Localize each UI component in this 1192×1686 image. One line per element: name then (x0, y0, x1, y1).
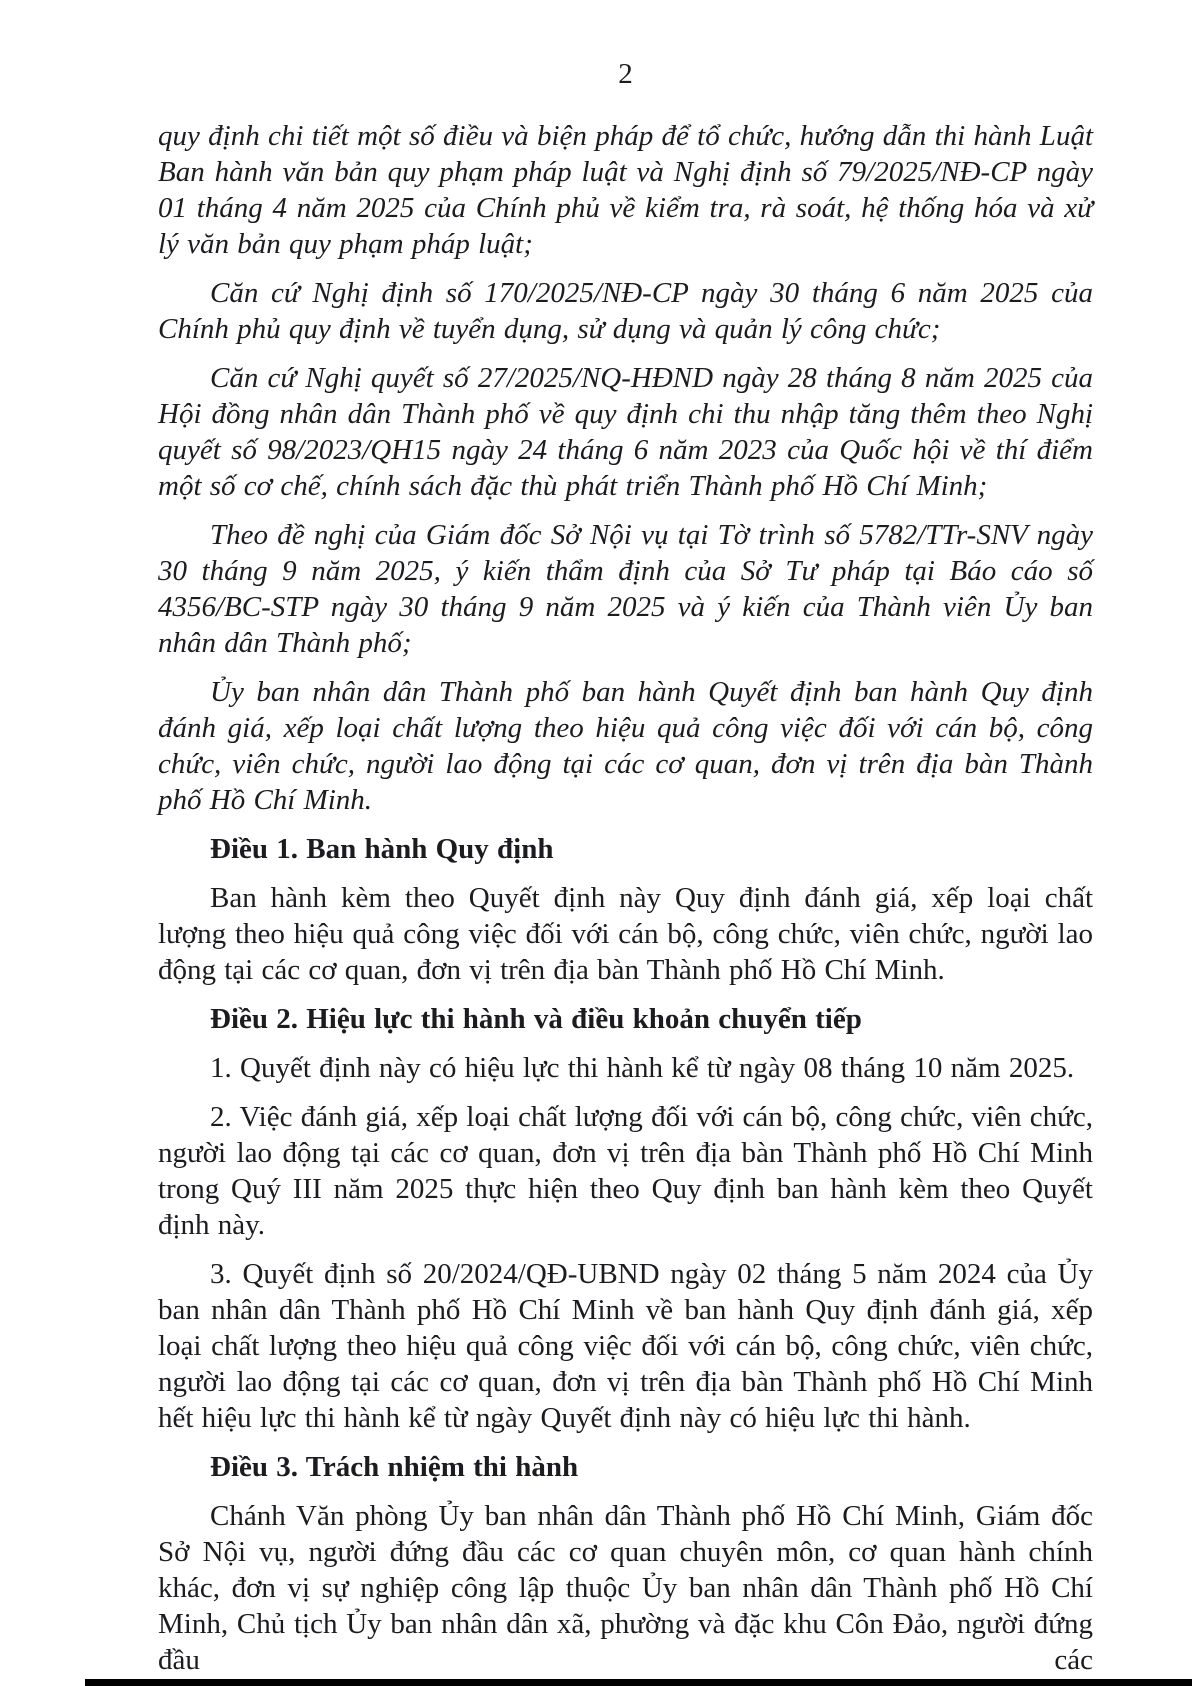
article-3-heading: Điều 3. Trách nhiệm thi hành (210, 1451, 579, 1483)
article-1-heading: Điều 1. Ban hành Quy định (210, 833, 554, 865)
article-2-heading: Điều 2. Hiệu lực thi hành và điều khoản chuyển tiếp (210, 1003, 862, 1035)
paragraph-proposal-basis: Theo đề nghị của Giám đốc Sở Nội vụ tại Tờ trình số 5782/TTr-SNV ngày 30 tháng 9 năm 2025, ý kiến thẩm định của Sở Tư pháp tại Báo cáo số 4356/BC-STP ngày 30 tháng 9 năm 2025 và ý kiến của Thành viên Ủy ban nhân dân Thành phố; (158, 519, 1093, 659)
paragraph-legal-basis-resolution-27: Căn cứ Nghị quyết số 27/2025/NQ-HĐND ngày 28 tháng 8 năm 2025 của Hội đồng nhân dân Thành phố về quy định chi thu nhập tăng thêm theo Nghị quyết số 98/2023/QH15 ngày 24 tháng 6 năm 2023 của Quốc hội về thí điểm một số cơ chế, chính sách đặc thù phát triển Thành phố Hồ Chí Minh; (158, 362, 1093, 502)
paragraph-enacting-clause: Ủy ban nhân dân Thành phố ban hành Quyết định ban hành Quy định đánh giá, xếp loại chất lượng theo hiệu quả công việc đối với cán bộ, công chức, viên chức, người lao động tại các cơ quan, đơn vị trên địa bàn Thành phố Hồ Chí Minh. (158, 676, 1093, 816)
paragraph-legal-basis-continued: quy định chi tiết một số điều và biện pháp để tổ chức, hướng dẫn thi hành Luật Ban hành văn bản quy phạm pháp luật và Nghị định số 79/2025/NĐ-CP ngày 01 tháng 4 năm 2025 của Chính phủ về kiểm tra, rà soát, hệ thống hóa và xử lý văn bản quy phạm pháp luật; (158, 120, 1093, 260)
page-number: 2 (618, 58, 633, 90)
scan-artifact-bar (85, 1679, 1192, 1686)
article-2-clause-2: 2. Việc đánh giá, xếp loại chất lượng đối với cán bộ, công chức, viên chức, người lao động tại các cơ quan, đơn vị trên địa bàn Thành phố Hồ Chí Minh trong Quý III năm 2025 thực hiện theo Quy định ban hành kèm theo Quyết định này. (158, 1101, 1093, 1241)
paragraph-legal-basis-decree-170: Căn cứ Nghị định số 170/2025/NĐ-CP ngày 30 tháng 6 năm 2025 của Chính phủ quy định về tuyển dụng, sử dụng và quản lý công chức; (158, 277, 1093, 345)
article-2-clause-1: 1. Quyết định này có hiệu lực thi hành kể từ ngày 08 tháng 10 năm 2025. (210, 1052, 1075, 1084)
article-1-body: Ban hành kèm theo Quyết định này Quy định đánh giá, xếp loại chất lượng theo hiệu quả công việc đối với cán bộ, công chức, viên chức, người lao động tại các cơ quan, đơn vị trên địa bàn Thành phố Hồ Chí Minh. (158, 882, 1093, 986)
article-2-clause-3: 3. Quyết định số 20/2024/QĐ-UBND ngày 02 tháng 5 năm 2024 của Ủy ban nhân dân Thành phố Hồ Chí Minh về ban hành Quy định đánh giá, xếp loại chất lượng theo hiệu quả công việc đối với cán bộ, công chức, viên chức, người lao động tại các cơ quan, đơn vị trên địa bàn Thành phố Hồ Chí Minh hết hiệu lực thi hành kể từ ngày Quyết định này có hiệu lực thi hành. (158, 1258, 1093, 1434)
article-3-body-cutoff: Chánh Văn phòng Ủy ban nhân dân Thành phố Hồ Chí Minh, Giám đốc Sở Nội vụ, người đứng đầu các cơ quan chuyên môn, cơ quan hành chính khác, đơn vị sự nghiệp công lập thuộc Ủy ban nhân dân Thành phố Hồ Chí Minh, Chủ tịch Ủy ban nhân dân xã, phường và đặc khu Côn Đảo, người đứng đầu các (158, 1500, 1093, 1676)
